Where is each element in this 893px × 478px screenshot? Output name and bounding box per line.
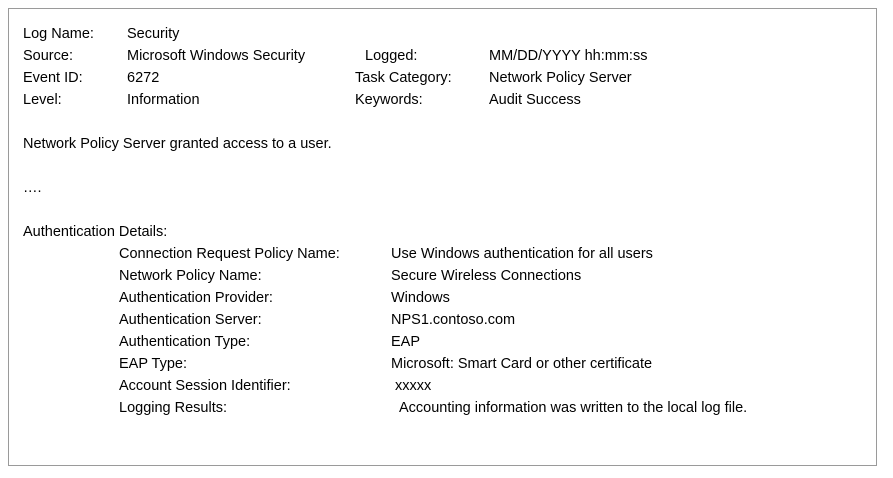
task-category-label: Task Category: <box>355 70 452 86</box>
detail-value: xxxxx <box>395 378 432 394</box>
level-value: Information <box>127 92 200 108</box>
keywords-value: Audit Success <box>489 92 581 108</box>
event-description: Network Policy Server granted access to a user. <box>23 136 332 152</box>
detail-row <box>23 309 862 331</box>
event-header-grid <box>23 23 862 111</box>
event-ellipsis: …. <box>23 180 42 196</box>
detail-value: Secure Wireless Connections <box>391 268 582 284</box>
keywords-label: Keywords: <box>355 92 423 108</box>
detail-key: EAP Type: <box>119 356 187 372</box>
source-value: Microsoft Windows Security <box>127 48 306 64</box>
level-label: Level: <box>23 92 62 108</box>
detail-value: Use Windows authentication for all users <box>391 246 653 262</box>
log-name-label: Log Name: <box>23 26 94 42</box>
event-header-row <box>23 67 862 89</box>
authentication-details-list <box>23 243 862 419</box>
detail-value: Windows <box>391 290 450 306</box>
event-header-row <box>23 23 862 45</box>
spacer <box>23 111 862 133</box>
detail-value: Accounting information was written to the local log file. <box>399 400 748 416</box>
event-id-label: Event ID: <box>23 70 83 86</box>
event-header-row <box>23 89 862 111</box>
task-category-value: Network Policy Server <box>489 70 632 86</box>
detail-key: Connection Request Policy Name: <box>119 246 340 262</box>
source-label: Source: <box>23 48 73 64</box>
detail-value: NPS1.contoso.com <box>391 312 516 328</box>
detail-value: EAP <box>391 334 421 350</box>
detail-row <box>23 265 862 287</box>
detail-row <box>23 287 862 309</box>
event-detail-panel <box>8 8 877 466</box>
spacer <box>23 155 862 177</box>
detail-key: Logging Results: <box>119 400 228 416</box>
detail-row <box>23 397 862 419</box>
detail-row <box>23 375 862 397</box>
detail-key: Authentication Type: <box>119 334 251 350</box>
log-name-value: Security <box>127 26 180 42</box>
event-id-value: 6272 <box>127 70 160 86</box>
detail-key: Account Session Identifier: <box>119 378 291 394</box>
detail-row <box>23 243 862 265</box>
detail-row <box>23 353 862 375</box>
authentication-details-title: Authentication Details: <box>23 224 168 240</box>
logged-value: MM/DD/YYYY hh:mm:ss <box>489 48 648 64</box>
detail-row <box>23 331 862 353</box>
detail-key: Authentication Provider: <box>119 290 273 306</box>
detail-key: Authentication Server: <box>119 312 262 328</box>
event-header-row <box>23 45 862 67</box>
spacer <box>23 199 862 221</box>
detail-value: Microsoft: Smart Card or other certificate <box>391 356 653 372</box>
detail-key: Network Policy Name: <box>119 268 262 284</box>
logged-label: Logged: <box>365 48 418 64</box>
